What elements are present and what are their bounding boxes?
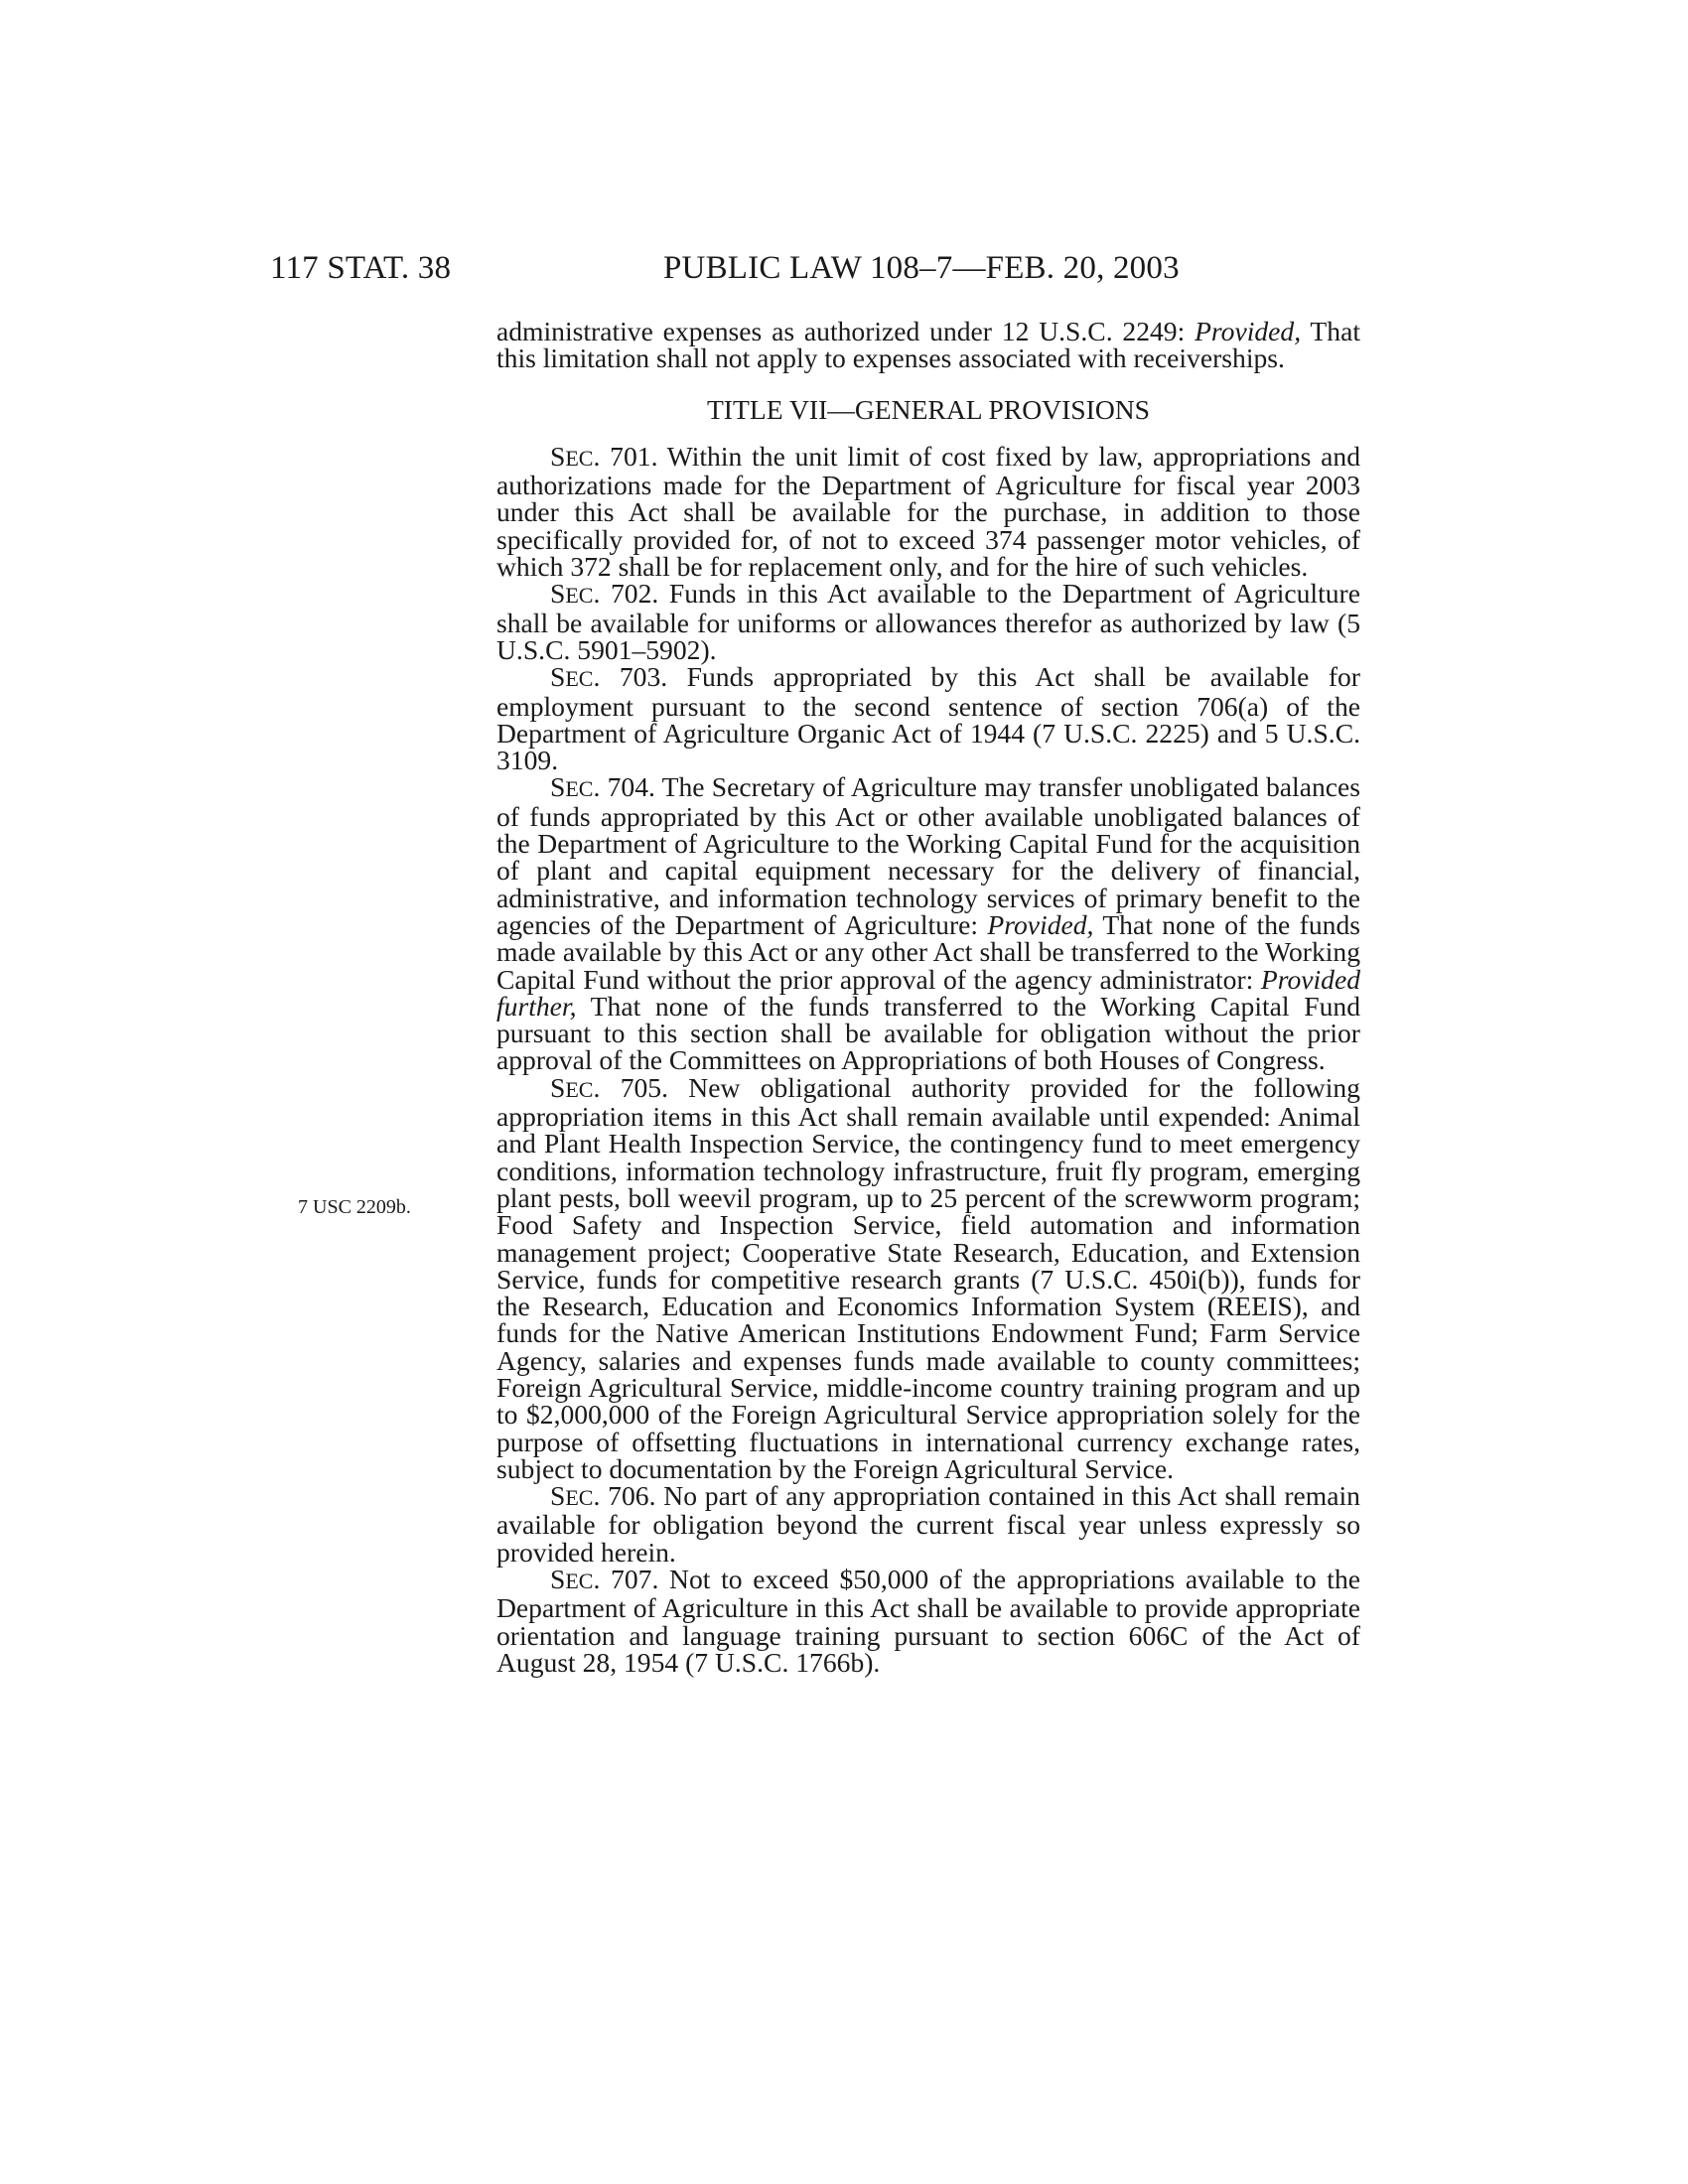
section-text: Funds in this Act available to the Department of Agriculture shall be available for uniforms or allowances therefor as authorized by law (5 U.S.C. 5901–5902). [496, 578, 1360, 665]
statute-page-number: 117 STAT. 38 [270, 250, 452, 286]
sec-label-rest: EC [565, 1076, 594, 1102]
section-text-b: That none of the funds made available by this Act or any other Act shall be transferred to the Working Capital Fund without the prior approval of the agency administrator: [496, 908, 1360, 995]
intro-paragraph [496, 318, 1360, 372]
sec-label-rest: EC [565, 776, 594, 802]
sec-label-rest: EC [565, 1485, 594, 1511]
sec-label-rest: EC [565, 583, 594, 609]
sec-number: . 705. [593, 1071, 668, 1103]
sec-number: . 707. [593, 1564, 659, 1595]
sec-label-s: S [550, 578, 566, 610]
section-text: Funds appropriated by this Act shall be available for employment pursuant to the second sentence of section 706(a) of the Department of Agriculture Organic Act of 1944 (7 U.S.C. 2225) and 5 U.S.C. 3109. [496, 661, 1360, 776]
provided-italic: Provided, [987, 908, 1094, 940]
section-704 [496, 771, 1360, 1076]
sec-label-rest: EC [565, 1569, 594, 1594]
sec-number: . 702. [593, 578, 659, 610]
section-text-c: That none of the funds transferred to the Working Capital Fund pursuant to this section shall be available for obligation without the prior approval of the Committees on Appropriations of both Houses of Congress. [496, 990, 1360, 1076]
page-body [496, 318, 1360, 1676]
sec-label-s: S [550, 661, 566, 693]
section-text: Not to exceed $50,000 of the appropriations available to the Department of Agriculture in this Act shall be available to provide appropriate orientation and language training pursuant to section 606C of the Act of August 28, 1954 (7 U.S.C. 1766b). [496, 1564, 1360, 1678]
intro-text-b: That this limitation shall not apply to expenses associated with receiverships. [496, 316, 1360, 374]
sec-label-rest: EC [565, 445, 594, 471]
sec-label-s: S [550, 1564, 566, 1595]
sec-number: . 704. [593, 771, 655, 803]
intro-text-a: administrative expenses as authorized under 12 U.S.C. 2249: [496, 316, 1196, 346]
section-706 [496, 1482, 1360, 1566]
sec-label-s: S [550, 1480, 566, 1512]
sec-number: . 701. [593, 440, 658, 472]
section-text: New obligational authority provided for the following appropriation items in this Act shall remain available until expended: Animal and Plant Health Inspection Service, the contingency fund to meet emergency conditions, information technology infrastructure, fruit fly program, emerging plant pests, boll weevil program, up to 25 percent of the screwworm program; Food Safety and Inspection Service, field automation and information management project; Cooperative State Research, Education, and Extension Service, funds for competitive research grants (7 U.S.C. 450i(b)), funds for the Research, Education and Economics Information System (REEIS), and funds for the Native American Institutions Endowment Fund; Farm Service Agency, salaries and expenses funds made available to county committees; Foreign Agricultural Service, middle-income country training program and up to $2,000,000 of the Foreign Agricultural Service appropriation solely for the purpose of offsetting fluctuations in international currency exchange rates, subject to documentation by the Foreign Agricultural Service. [496, 1071, 1360, 1484]
title-heading: TITLE VII—GENERAL PROVISIONS [706, 393, 1151, 425]
margin-citation-705: 7 USC 2209b. [298, 1196, 411, 1218]
section-text: Within the unit limit of cost fixed by law, appropriations and authorizations made for the Department of Agriculture for fiscal year 2003 under this Act shall be available for the purchase, in addition to those specifically provided for, of not to exceed 374 passenger motor vehicles, of which 372 shall be for replacement only, and for the hire of such vehicles. [496, 440, 1360, 583]
intro-provided: Provided, [1195, 316, 1302, 346]
section-703 [496, 661, 1360, 776]
section-text-a: The Secretary of Agriculture may transfer unobligated balances of funds appropriated by this Act or other available unobligated balances of the Department of Agriculture to the Working Capital Fund for the acquisition of plant and capital equipment necessary for the delivery of financial, administrative, and information technology services of primary benefit to the agencies of the Department of Agriculture: [496, 771, 1360, 940]
provided-further-italic: Provided further, [496, 963, 1360, 1022]
sec-number: . 703. [593, 661, 668, 693]
section-701 [496, 440, 1360, 583]
sec-label-s: S [550, 771, 566, 803]
sec-number: . 706. [593, 1480, 656, 1512]
sec-label-s: S [550, 440, 566, 472]
section-707 [496, 1566, 1360, 1676]
sec-label-rest: EC [565, 666, 594, 692]
public-law-heading: PUBLIC LAW 108–7—FEB. 20, 2003 [663, 250, 1180, 286]
section-705 [496, 1071, 1360, 1484]
section-text: No part of any appropriation contained in this Act shall remain available for obligation beyond the current fiscal year unless expressly so provided herein. [496, 1480, 1360, 1568]
sec-label-s: S [550, 1071, 566, 1103]
section-702 [496, 580, 1360, 663]
